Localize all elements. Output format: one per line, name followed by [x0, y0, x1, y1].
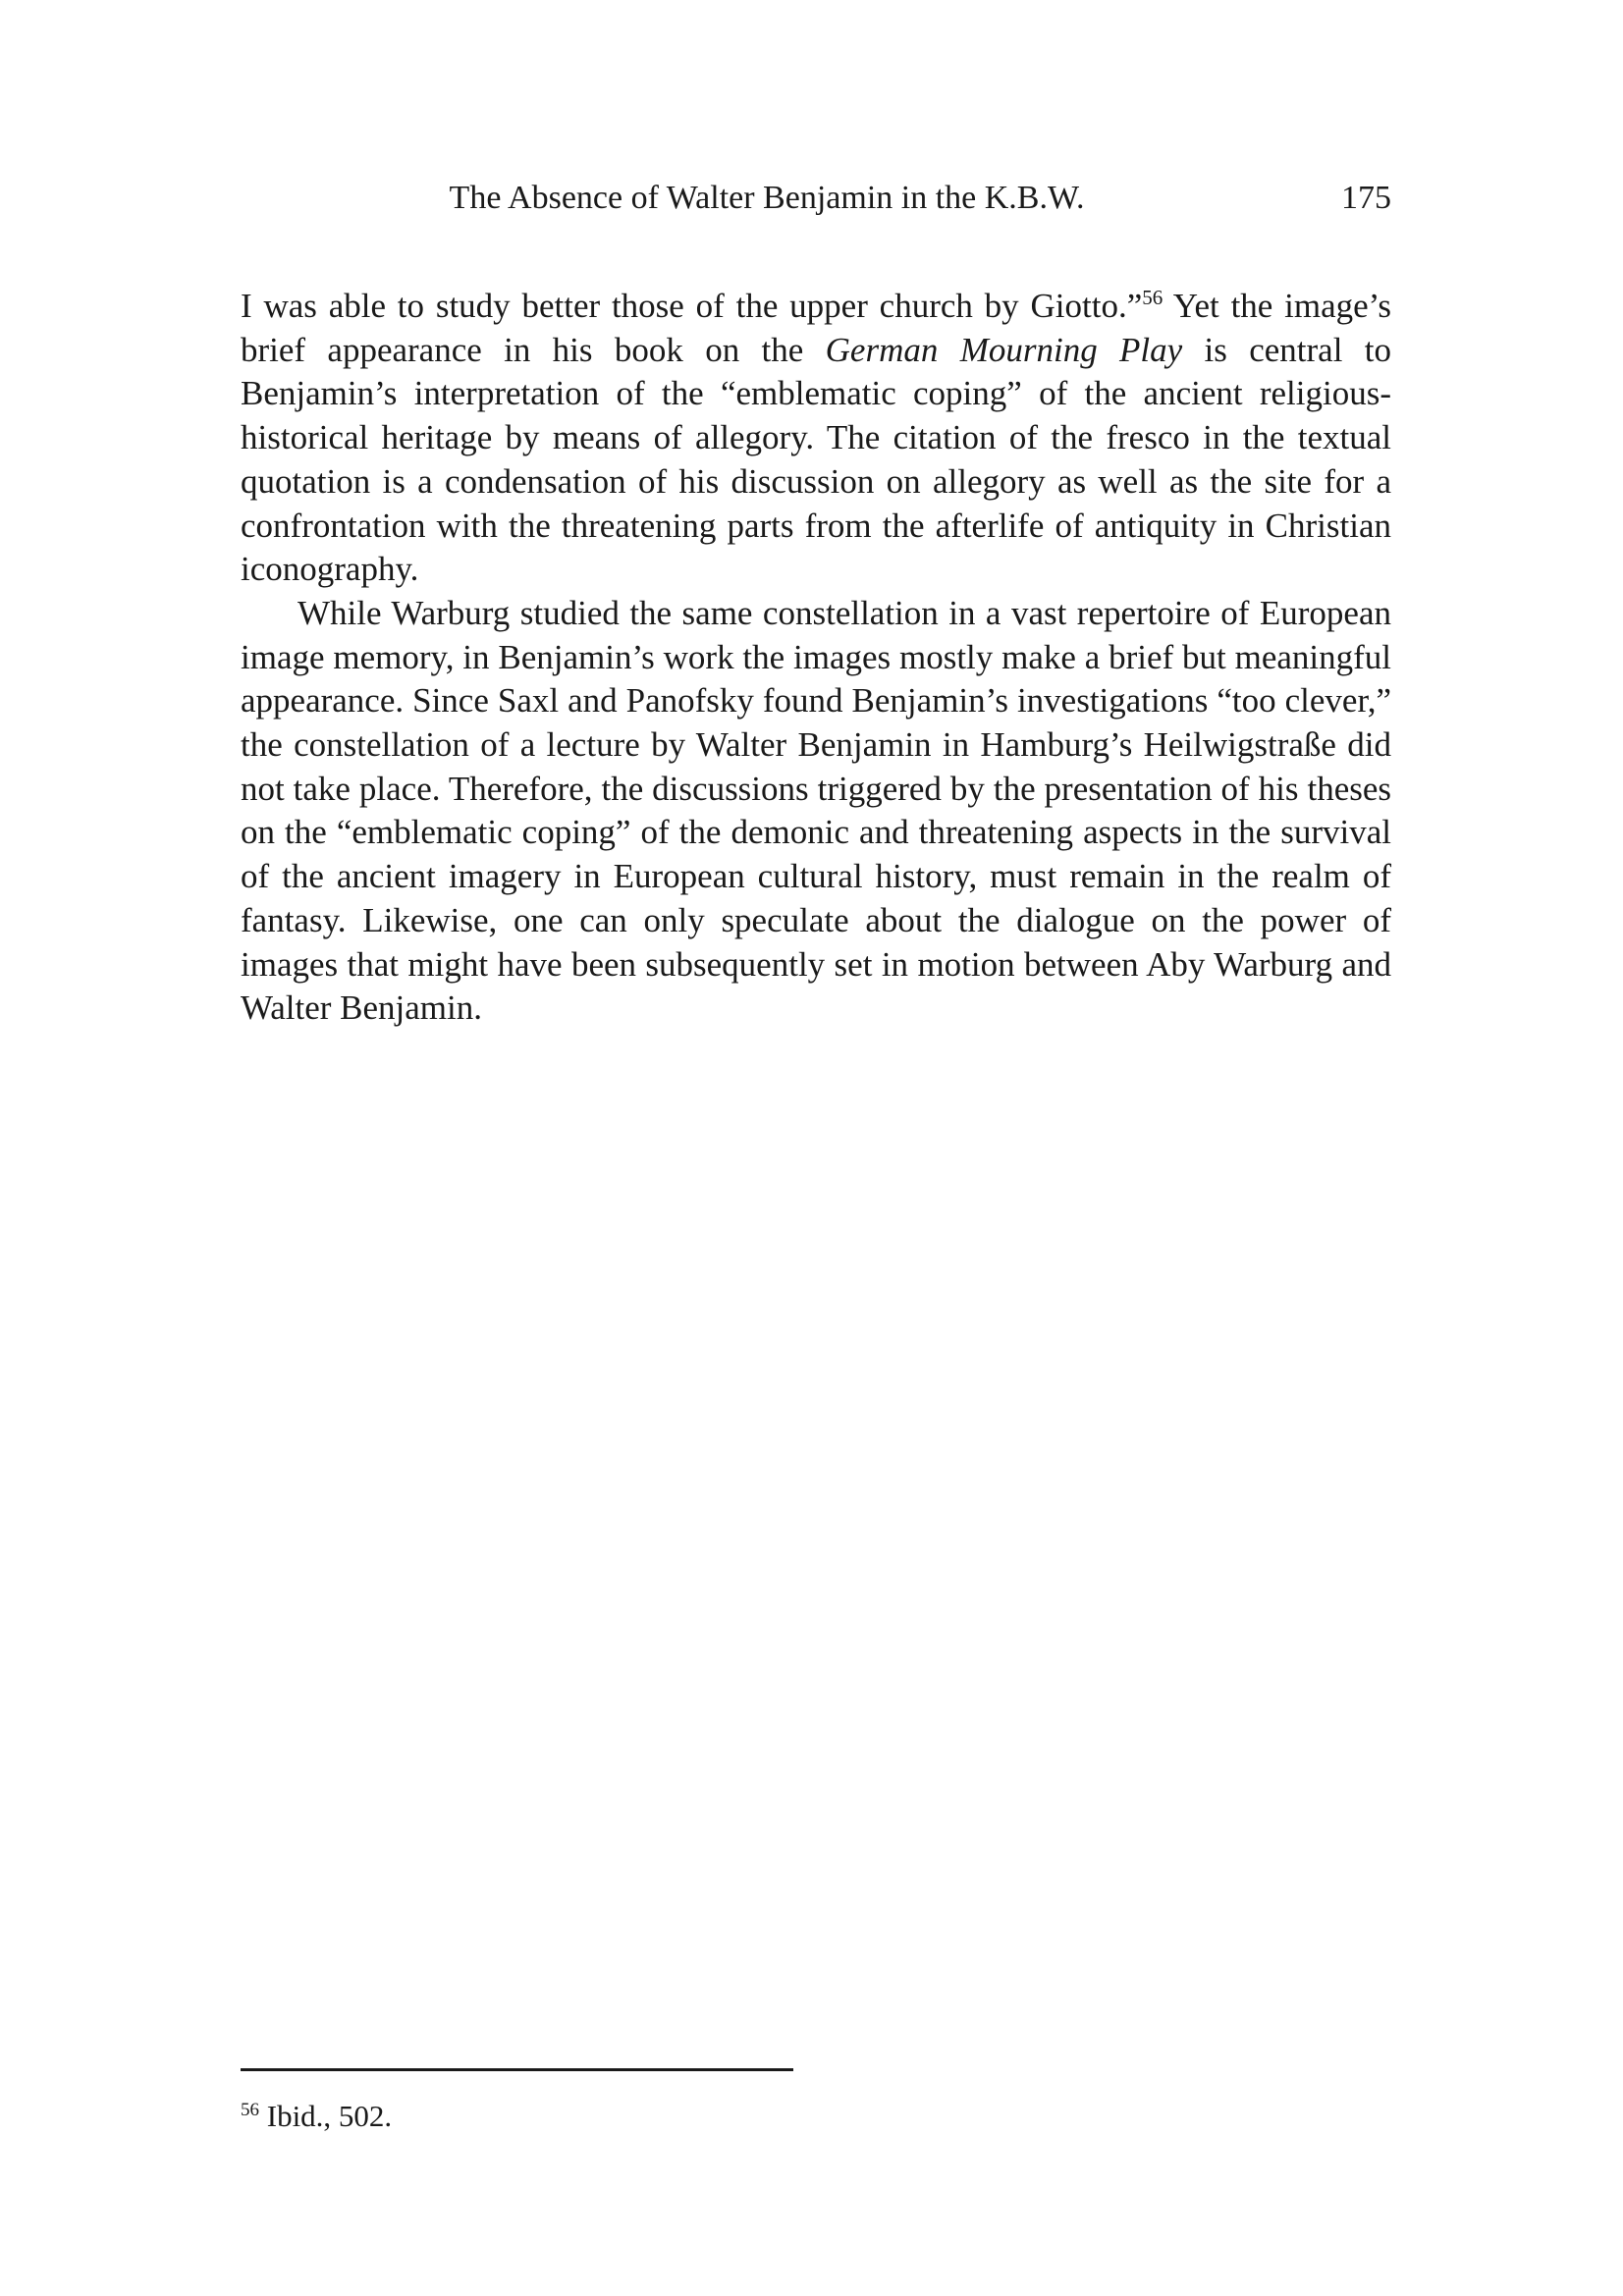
page-number: 175	[1341, 180, 1391, 216]
main-text	[241, 285, 1391, 1031]
paragraph-1	[241, 285, 1391, 592]
paragraph-1-text-b: Yet the image’s brief appearance in his book on the	[241, 287, 1392, 369]
book-title-italic: German Mourning Play	[825, 330, 1183, 369]
footnote-number: 56	[241, 2100, 259, 2120]
footnote-reference-56: 56	[1142, 286, 1163, 309]
paragraph-2: While Warburg studied the same constellation in a vast repertoire of European image memory, in Benjamin’s work the images mostly make a brief but meaningful appearance. Since Saxl and Panofsky found Benjamin’s investigations “too clever,” the constellation of a lecture by Walter Benjamin in Hamburg’s Heilwigstraße did not take place. Therefore, the discussions triggered by the presentation of his theses on the “emblematic coping” of the demonic and threatening aspects in the survival of the ancient imagery in European cultural history, must remain in the realm of fantasy. Likewise, one can only speculate about the dialogue on the power of images that might have been subsequently set in motion between Aby Warburg and Walter Benjamin.	[241, 593, 1391, 1028]
footnote-divider	[241, 2068, 793, 2071]
running-title: The Absence of Walter Benjamin in the K.B.W.	[449, 180, 1085, 216]
paragraph-1-text-c: is central to Benjamin’s interpretation of the “emblematic coping” of the ancient religious-historical heritage by means of allegory. The citation of the fresco in the textual quotation is a condensation of his discussion on allegory as well as the site for a confrontation with the threatening parts from the afterlife of antiquity in Christian iconography.	[241, 330, 1391, 589]
running-head	[241, 175, 1391, 222]
footnote-text: Ibid., 502.	[259, 2099, 393, 2133]
paragraph-1-text-a: I was able to study better those of the upper church by Giotto.”	[241, 287, 1143, 325]
footnote-56	[241, 2097, 1391, 2136]
